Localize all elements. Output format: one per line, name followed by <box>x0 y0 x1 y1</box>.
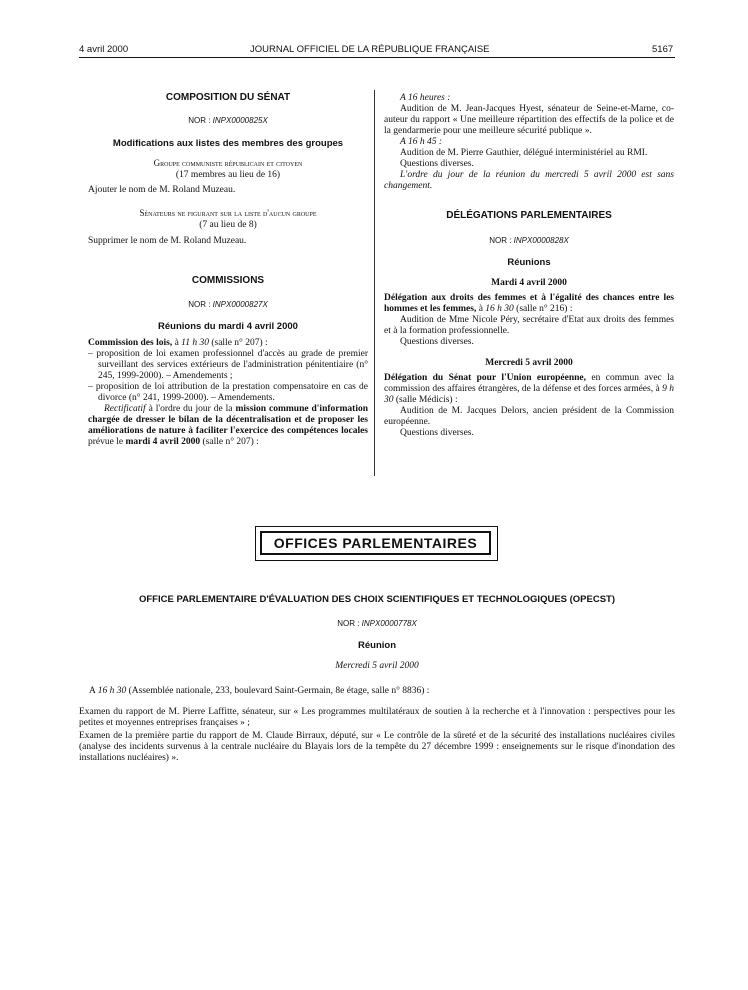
commissions-subtitle: Réunions du mardi 4 avril 2000 <box>158 321 298 332</box>
page-number: 5167 <box>652 44 674 55</box>
opecst-nor: NOR : INPX0000778X <box>337 619 417 628</box>
delegation-ue: Délégation du Sénat pour l'Union européenne, en commun avec la commission des affaires étrangères, de la défense et des forces armées, à 9 h 30 (salle Médicis) : <box>384 373 675 405</box>
questions-3: Questions diverses. <box>400 428 474 438</box>
opecst-title: OFFICE PARLEMENTAIRE D'ÉVALUATION DES CHOIX SCIENTIFIQUES ET TECHNOLOGIQUES (OPECST) <box>138 594 616 605</box>
left-column <box>88 92 368 448</box>
group1-action: Ajouter le nom de M. Roland Muzeau. <box>88 185 236 195</box>
agenda-unchanged: L'ordre du jour de la réunion du mercredi 5 avril 2000 est sans changement. <box>384 170 674 191</box>
modifs-title: Modifications aux listes des membres des groupes <box>112 138 344 149</box>
questions-1: Questions diverses. <box>400 159 474 169</box>
group1-count: (17 membres au lieu de 16) <box>175 170 281 180</box>
hearing-pery: Audition de Mme Nicole Péry, secrétaire d'Etat aux droits des femmes et à la formation professionnelle. <box>384 315 674 336</box>
commissions-title: COMMISSIONS <box>191 275 265 286</box>
group2-action: Supprimer le nom de M. Roland Muzeau. <box>88 236 247 246</box>
questions-2: Questions diverses. <box>400 337 474 347</box>
offices-banner: OFFICES PARLEMENTAIRES <box>260 531 491 555</box>
rectificatif: Rectificatif à l'ordre du jour de la mission commune d'information chargée de dresser le bilan de la décentralisation et de proposer les améliorations de nature à faciliter l'exercice des compétences locales prévue le mardi 4 avril 2000 (salle n° 207) : <box>88 404 368 447</box>
hearing-delors: Audition de M. Jacques Delors, ancien président de la Commission européenne. <box>384 406 674 427</box>
hearing-hyest: Audition de M. Jean-Jacques Hyest, sénateur de Seine-et-Marne, co-auteur du rapport « Une meilleure répartition des effectifs de la police et de la gendarmerie pour une meilleure sécurité publique ». <box>384 104 674 136</box>
opecst-time-place: A 16 h 30 (Assemblée nationale, 233, boulevard Saint-Germain, 8e étage, salle n° 8836) : <box>89 686 430 696</box>
hearing-gauthier: Audition de M. Pierre Gauthier, délégué interministériel au RMI. <box>400 148 648 158</box>
delegations-subtitle: Réunions <box>507 257 551 268</box>
group1-name: Groupe communiste républicain et citoyen <box>153 158 303 168</box>
senat-nor: NOR : INPX0000825X <box>188 116 268 125</box>
time-16h: A 16 heures : <box>400 93 451 103</box>
senat-title: COMPOSITION DU SÉNAT <box>165 92 291 103</box>
right-column <box>384 93 674 439</box>
column-divider <box>374 90 375 476</box>
header-date: 4 avril 2000 <box>79 44 129 55</box>
journal-title: JOURNAL OFFICIEL DE LA RÉPUBLIQUE FRANÇAISE <box>250 44 490 55</box>
commissions-nor: NOR : INPX0000827X <box>188 300 268 309</box>
delegation-femmes: Délégation aux droits des femmes et à l'égalité des chances entre les hommes et les femmes, à 16 h 30 (salle n° 216) : <box>384 293 674 314</box>
time-16h45: A 16 h 45 : <box>400 137 443 147</box>
delegations-nor: NOR : INPX0000828X <box>489 236 569 245</box>
group2-name: Sénateurs ne figurant sur la liste d'aucun groupe <box>139 208 317 218</box>
delegations-title: DÉLÉGATIONS PARLEMENTAIRES <box>446 210 612 221</box>
exam-birraux: Examen de la première partie du rapport de M. Claude Birraux, député, sur « Le contrôle de la sûreté et de la sécurité des installations nucléaires civiles (analyse des incidents survenus à la centrale nucléaire du Blayais lors de la tempête du 27 décembre 1999 : enseignements sur le risque d'inondation des installations nucléaires) ». <box>79 731 675 763</box>
opecst-date: Mercredi 5 avril 2000 <box>335 661 419 671</box>
office-section <box>79 594 675 764</box>
group2-count: (7 au lieu de 8) <box>199 220 257 230</box>
opecst-subtitle: Réunion <box>358 640 396 651</box>
day-mardi: Mardi 4 avril 2000 <box>491 278 567 288</box>
exam-laffitte: Examen du rapport de M. Pierre Laffitte, sénateur, sur « Les programmes multilatéraux de soutien à la recherche et à l'innovation : perspectives pour les petites et moyennes entreprises françaises » ; <box>79 707 675 728</box>
agenda-item-1: – proposition de loi examen professionnel d'accès au grade de premier surveillant des services extérieurs de l'administration pénitentiaire (n° 245, 1999-2000). – Amendements ; <box>88 349 368 381</box>
day-mercredi: Mercredi 5 avril 2000 <box>485 358 573 368</box>
header-rule <box>79 57 675 58</box>
agenda-item-2: – proposition de loi attribution de la prestation compensatoire en cas de divorce (n° 241, 1999-2000). – Amendements. <box>88 382 368 403</box>
commission-lois: Commission des lois, à 11 h 30 (salle n° 207) : <box>88 338 268 348</box>
